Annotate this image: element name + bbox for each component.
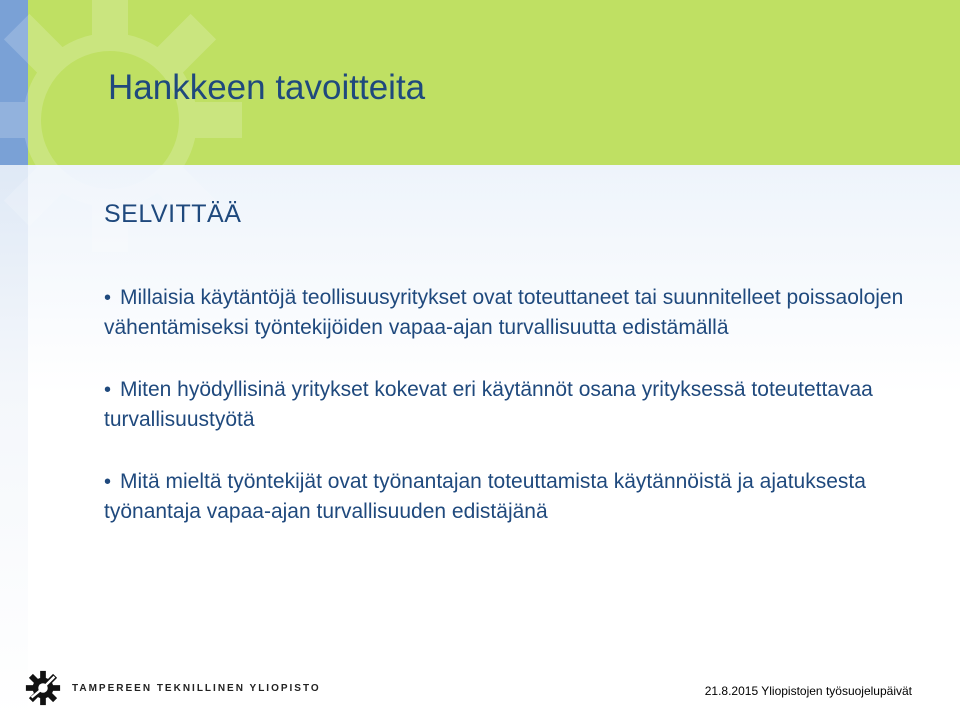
bullet-list [104,283,934,559]
slide-title: Hankkeen tavoitteita [108,68,426,107]
bullet-text: Mitä mieltä työntekijät ovat työnantajan toteuttamista käytännöistä ja ajatuksesta työnantaja vapaa-ajan turvallisuuden edistäjänä [104,470,866,523]
logo-text: TAMPEREEN TEKNILLINEN YLIOPISTO [72,682,321,694]
bullet-dot: • [104,471,112,493]
bullet-item [104,283,934,343]
bullet-text: Millaisia käytäntöjä teollisuusyritykset ovat toteuttaneet tai suunnitelleet poissaolojen vähentämiseksi työntekijöiden vapaa-ajan turvallisuutta edistämällä [104,286,904,339]
section-heading: SELVITTÄÄ [104,200,242,228]
gear-watermark-icon [0,0,260,270]
bullet-item [104,467,934,527]
university-logo [24,665,321,711]
bullet-dot: • [104,379,112,401]
bullet-item [104,375,934,435]
bullet-text: Miten hyödyllisinä yritykset kokevat eri käytännöt osana yrityksessä toteutettavaa turvallisuustyötä [104,378,873,431]
footer-date-event: 21.8.2015 Yliopistojen työsuojelupäivät [704,684,912,698]
gear-logo-icon [24,669,62,707]
bullet-dot: • [104,287,112,309]
